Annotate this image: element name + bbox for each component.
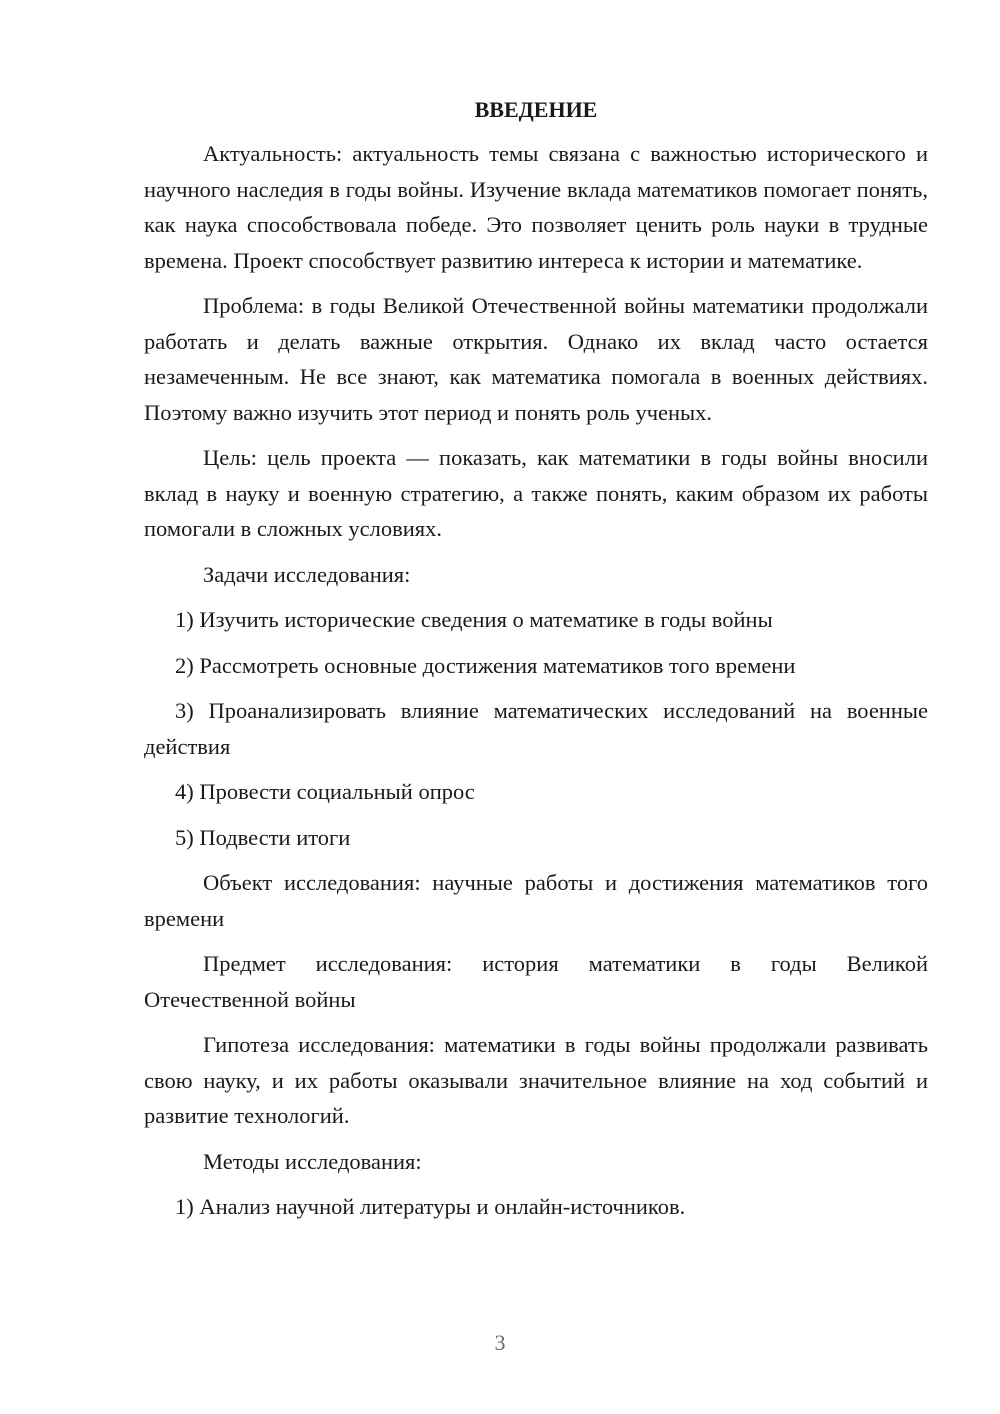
paragraph-hypothesis: Гипотеза исследования: математики в годы войны продолжали развивать свою науку, и их работы оказывали значительное влияние на ход событий и развитие технологий. xyxy=(144,1032,928,1128)
paragraph-goal: Цель: цель проекта — показать, как математики в годы войны вносили вклад в науку и военную стратегию, а также понять, каким образом их работы помогали в сложных условиях. xyxy=(144,445,928,541)
paragraph-subject: Предмет исследования: история математики в годы Великой Отечественной войны xyxy=(144,951,928,1012)
list-item-task-4: 4) Провести социальный опрос xyxy=(175,779,475,804)
paragraph-object: Объект исследования: научные работы и достижения математиков того времени xyxy=(144,870,928,931)
list-item-task-1: 1) Изучить исторические сведения о математике в годы войны xyxy=(175,607,773,632)
page-number: 3 xyxy=(494,1330,506,1355)
paragraph-relevance: Актуальность: актуальность темы связана с важностью исторического и научного наследия в годы войны. Изучение вклада математиков помогает понять, как наука способствовала победе. Это позволяет ценить роль науки в трудные времена. Проект способствует развитию интереса к истории и математике. xyxy=(144,141,928,273)
page-title: ВВЕДЕНИЕ xyxy=(474,97,598,122)
paragraph-problem: Проблема: в годы Великой Отечественной войны математики продолжали работать и делать важные открытия. Однако их вклад часто остается незамеченным. Не все знают, как математика помогала в военных действиях. Поэтому важно изучить этот период и понять роль ученых. xyxy=(144,293,928,425)
list-item-method-1: 1) Анализ научной литературы и онлайн-источников. xyxy=(175,1194,686,1219)
paragraph-tasks-heading: Задачи исследования: xyxy=(203,561,411,587)
list-item-task-2: 2) Рассмотреть основные достижения математиков того времени xyxy=(175,652,796,678)
list-item-task-5: 5) Подвести итоги xyxy=(175,824,351,850)
list-item-task-3: 3) Проанализировать влияние математических исследований на военные действия xyxy=(144,698,928,759)
document-page xyxy=(144,90,928,1235)
paragraph-methods-heading: Методы исследования: xyxy=(203,1148,422,1174)
